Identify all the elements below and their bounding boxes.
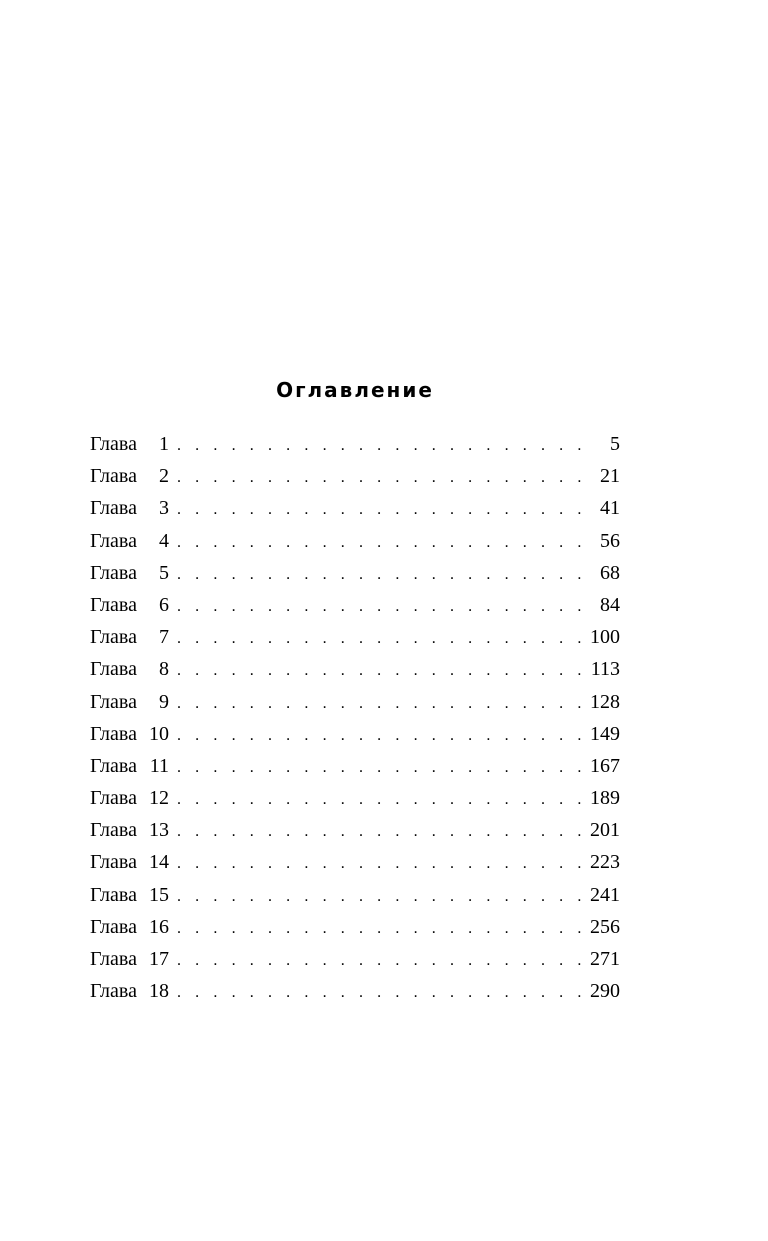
toc-entry[interactable] — [90, 720, 620, 752]
chapter-label: Глава — [90, 787, 137, 810]
chapter-number: 5 — [158, 561, 169, 584]
page-number: 167 — [590, 754, 620, 777]
dot-leader — [177, 754, 586, 782]
dot-leader — [177, 979, 586, 1007]
page-number: 113 — [590, 658, 620, 681]
toc-entry[interactable] — [90, 881, 620, 913]
chapter-number: 8 — [158, 658, 169, 681]
chapter-label: Глава — [90, 593, 137, 616]
chapter-number: 7 — [158, 626, 169, 649]
dot-leader — [177, 818, 586, 846]
page-number: 149 — [590, 722, 620, 745]
toc-entry[interactable] — [90, 784, 620, 816]
chapter-number: 6 — [158, 593, 169, 616]
dot-leader — [177, 850, 586, 878]
chapter-number: 9 — [158, 690, 169, 713]
toc-entry[interactable] — [90, 913, 620, 945]
chapter-number: 12 — [148, 787, 169, 810]
page-number: 256 — [590, 915, 620, 938]
page-number: 100 — [590, 626, 620, 649]
page-number: 21 — [600, 465, 620, 488]
toc-list — [90, 430, 620, 1009]
chapter-label: Глава — [90, 626, 137, 649]
chapter-number: 1 — [158, 433, 169, 455]
toc-entry[interactable] — [90, 494, 620, 526]
toc-entry[interactable] — [90, 430, 620, 462]
toc-entry[interactable] — [90, 591, 620, 623]
chapter-number: 3 — [158, 497, 169, 520]
dot-leader — [177, 722, 586, 750]
chapter-label: Глава — [90, 529, 137, 552]
page-number: 128 — [590, 690, 620, 713]
dot-leader — [177, 690, 586, 718]
chapter-number: 11 — [149, 754, 169, 777]
dot-leader — [177, 464, 586, 492]
chapter-number: 4 — [158, 529, 169, 552]
dot-leader — [177, 496, 586, 524]
dot-leader — [177, 529, 586, 557]
toc-entry[interactable] — [90, 945, 620, 977]
dot-leader — [177, 561, 586, 589]
page-number: 5 — [610, 433, 620, 455]
chapter-label: Глава — [90, 690, 137, 713]
dot-leader — [177, 657, 586, 685]
chapter-number: 13 — [148, 819, 169, 842]
dot-leader — [177, 883, 586, 911]
dot-leader — [177, 625, 586, 653]
page-number: 68 — [600, 561, 620, 584]
dot-leader — [177, 947, 586, 975]
chapter-label: Глава — [90, 722, 137, 745]
dot-leader — [177, 786, 586, 814]
chapter-number: 15 — [148, 883, 169, 906]
toc-entry[interactable] — [90, 559, 620, 591]
page-number: 56 — [600, 529, 620, 552]
toc-entry[interactable] — [90, 848, 620, 880]
page-number: 241 — [590, 883, 620, 906]
chapter-label: Глава — [90, 658, 137, 681]
toc-title: Оглавление — [276, 378, 434, 402]
dot-leader — [177, 915, 586, 943]
toc-entry[interactable] — [90, 462, 620, 494]
chapter-label: Глава — [90, 819, 137, 842]
chapter-number: 17 — [148, 948, 169, 970]
toc-entry[interactable] — [90, 655, 620, 687]
page-number: 201 — [590, 819, 620, 842]
dot-leader — [177, 593, 586, 621]
toc-entry[interactable] — [90, 816, 620, 848]
page-number: 189 — [590, 787, 620, 810]
chapter-label: Глава — [90, 497, 137, 520]
chapter-label: Глава — [90, 883, 137, 906]
page-number: 84 — [600, 593, 620, 616]
chapter-number: 2 — [158, 465, 169, 488]
toc-entry[interactable] — [90, 977, 620, 1009]
chapter-label: Глава — [90, 980, 137, 1003]
toc-entry[interactable] — [90, 688, 620, 720]
chapter-label: Глава — [90, 851, 137, 874]
page-number: 41 — [600, 497, 620, 520]
page-number: 271 — [590, 948, 620, 970]
toc-entry[interactable] — [90, 623, 620, 655]
dot-leader — [177, 432, 586, 460]
chapter-label: Глава — [90, 948, 137, 970]
chapter-label: Глава — [90, 754, 137, 777]
chapter-number: 18 — [148, 980, 169, 1003]
chapter-label: Глава — [90, 561, 137, 584]
chapter-number: 16 — [148, 915, 169, 938]
chapter-number: 10 — [148, 722, 169, 745]
chapter-number: 14 — [148, 851, 169, 874]
page-number: 223 — [590, 851, 620, 874]
page-number: 290 — [590, 980, 620, 1003]
toc-entry[interactable] — [90, 527, 620, 559]
toc-entry[interactable] — [90, 752, 620, 784]
chapter-label: Глава — [90, 465, 137, 488]
chapter-label: Глава — [90, 915, 137, 938]
chapter-label: Глава — [90, 433, 137, 455]
